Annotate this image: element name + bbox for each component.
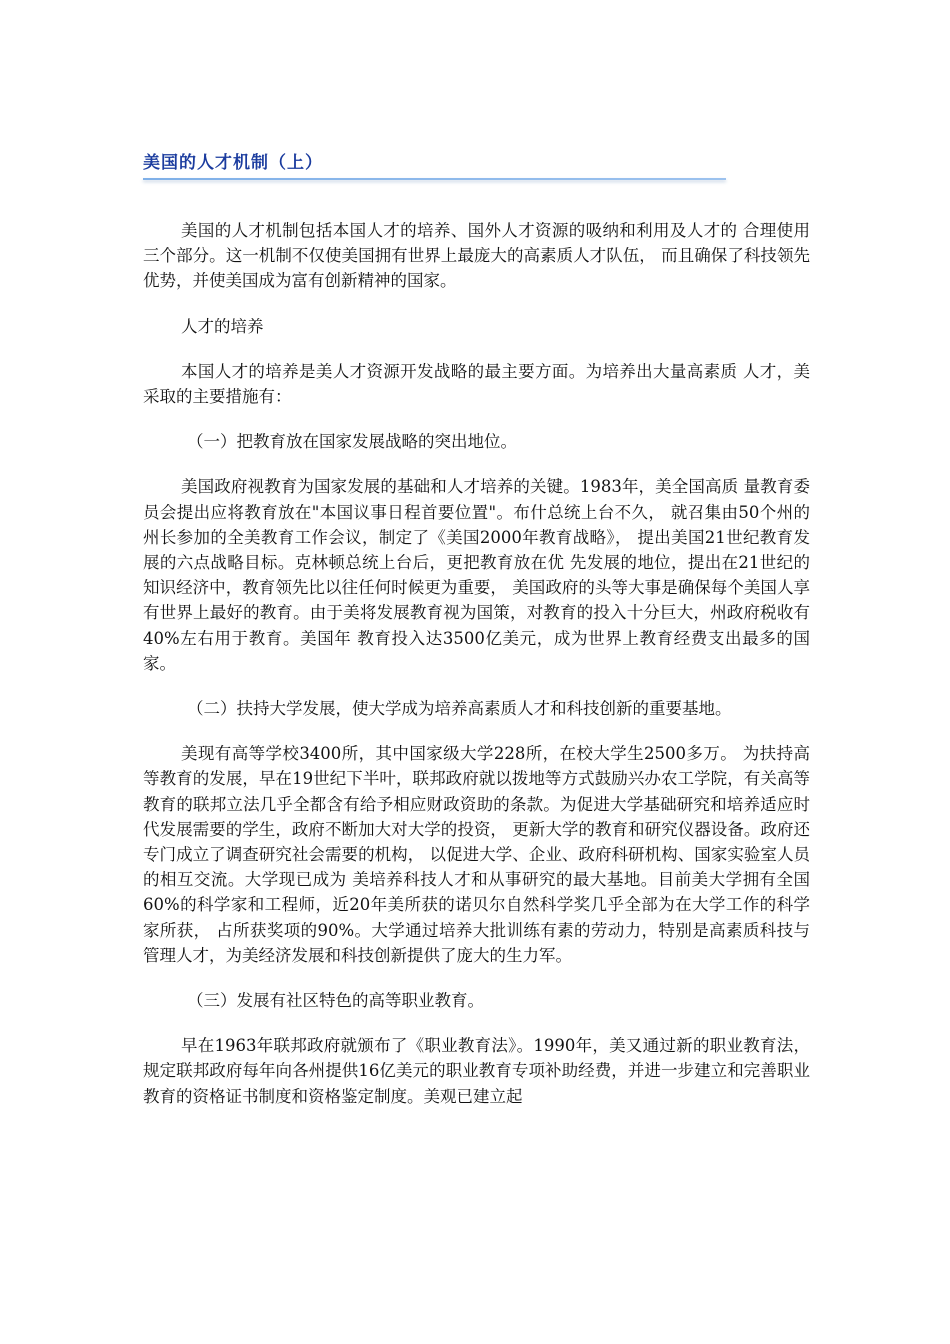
item3-paragraph: 早在1963年联邦政府就颁布了《职业教育法》。1990年，美又通过新的职业教育法，规定联邦政府每年向各州提供16亿美元的职业教育专项补助经费，并进一步建立和完善职业教育的资格证书制度和资格鉴定制度。美观已建立起: [143, 1036, 810, 1106]
section-heading: 人才的培养: [181, 316, 264, 336]
section-intro-paragraph: 本国人才的培养是美人才资源开发战略的最主要方面。为培养出大量高素质 人才，美采取的主要措施有：: [143, 361, 810, 407]
item2-heading: （二）扶持大学发展，使大学成为培养高素质人才和科技创新的重要基地。: [187, 699, 732, 719]
item1-paragraph: 美国政府视教育为国家发展的基础和人才培养的关键。1983年，美全国高质 量教育委员会提出应将教育放在"本国议事日程首要位置"。布什总统上台不久， 就召集由50个州的州长参加的全美教育工作会议，制定了《美国2000年教育战略》， 提出美国21世纪教育发展的六点战略目标。克林顿总统上台后，更把教育放在优 先发展的地位，提出在21世纪的知识经济中，教育领先比以往任何时候更为重要， 美国政府的头等大事是确保每个美国人享有世界上最好的教育。由于美将发展教育视为国策，对教育的投入十分巨大，州政府税收有40%左右用于教育。美国年 教育投入达3500亿美元，成为世界上教育经费支出最多的国家。: [143, 477, 810, 673]
document-body: [143, 218, 810, 1129]
item1-heading: （一）把教育放在国家发展战略的突出地位。: [187, 432, 517, 452]
item3-heading: （三）发展有社区特色的高等职业教育。: [187, 991, 484, 1011]
intro-paragraph: 美国的人才机制包括本国人才的培养、国外人才资源的吸纳和利用及人才的 合理使用三个部分。这一机制不仅使美国拥有世界上最庞大的高素质人才队伍， 而且确保了科技领先优势，并使美国成为富有创新精神的国家。: [143, 221, 810, 291]
item2-paragraph: 美现有高等学校3400所，其中国家级大学228所，在校大学生2500多万。 为扶持高等教育的发展，早在19世纪下半叶，联邦政府就以拨地等方式鼓励兴办农工学院，有关高等教育的联邦立法几乎全都含有给予相应财政资助的条款。为促进大学基础研究和培养适应时代发展需要的学生，政府不断加大对大学的投资， 更新大学的教育和研究仪器设备。政府还专门成立了调查研究社会需要的机构， 以促进大学、企业、政府科研机构、国家实验室人员的相互交流。大学现已成为 美培养科技人才和从事研究的最大基地。目前美大学拥有全国60%的科学家和工程师，近20年美所获的诺贝尔自然科学奖几乎全部为在大学工作的科学家所获， 占所获奖项的90%。大学通过培养大批训练有素的劳动力，特别是高素质科技与管理人才，为美经济发展和科技创新提供了庞大的生力军。: [143, 744, 810, 965]
title-underline: [143, 178, 726, 180]
page-title: 美国的人才机制（上）: [143, 153, 323, 173]
